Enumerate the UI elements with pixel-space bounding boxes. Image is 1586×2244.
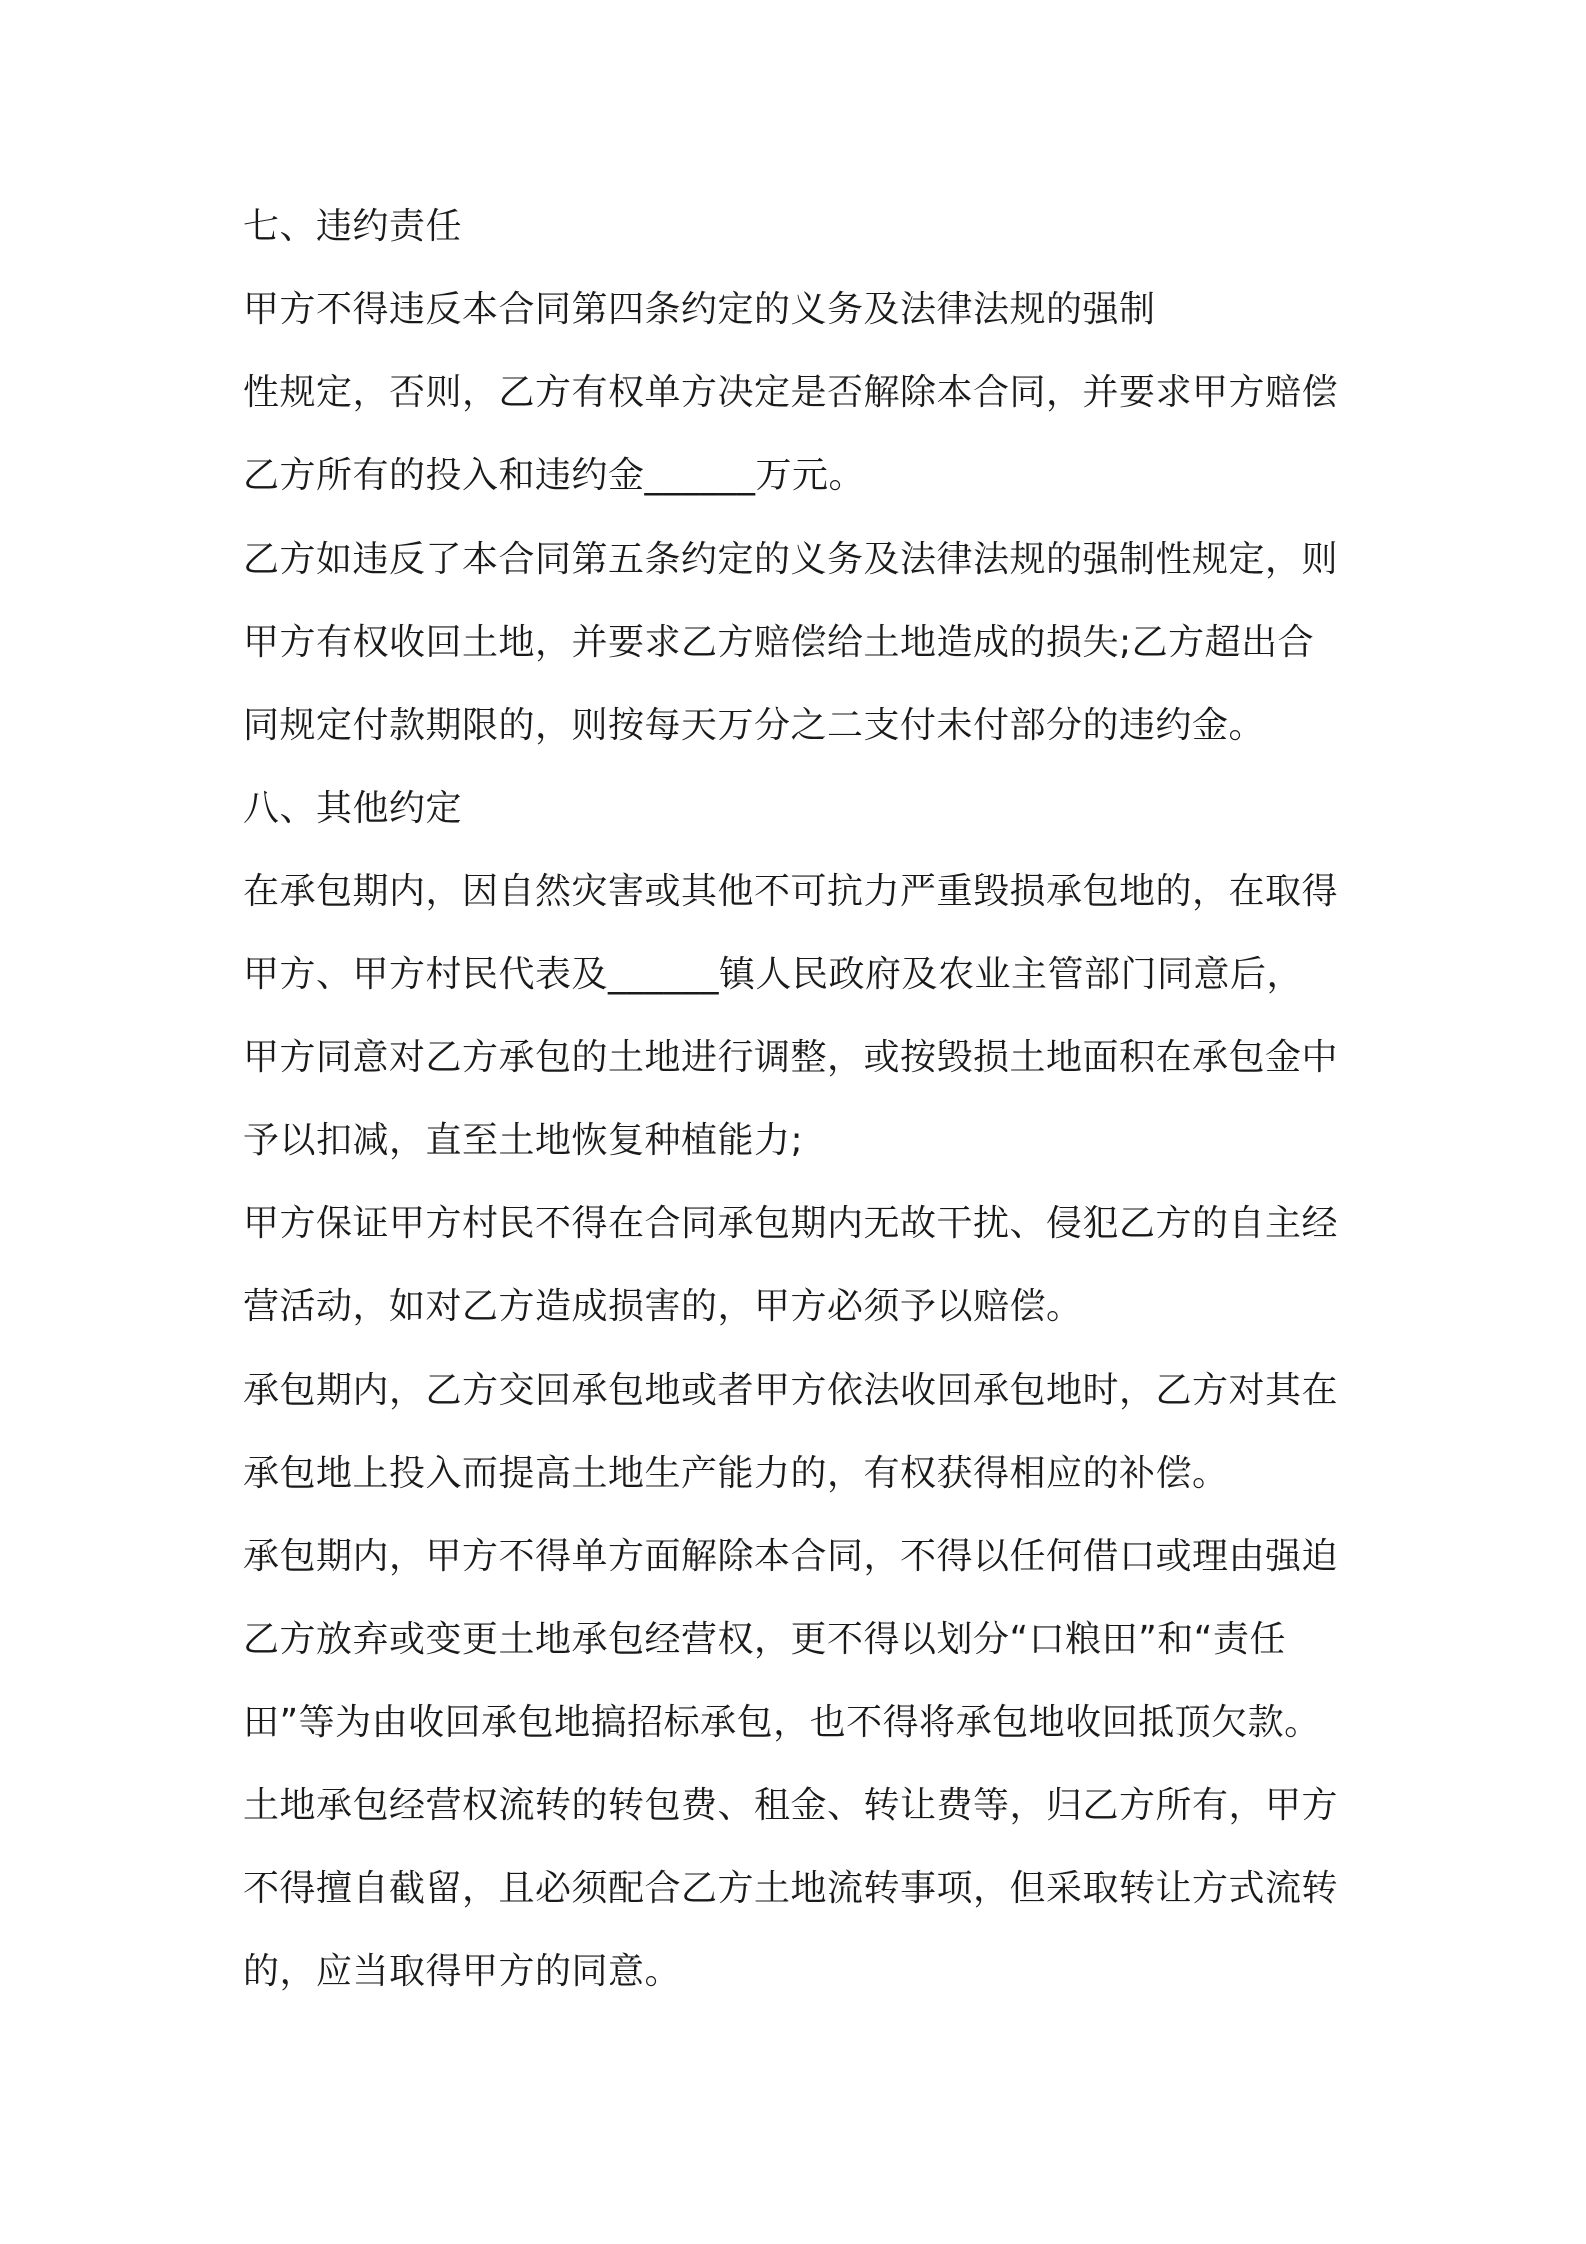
paragraph-line: 甲方、甲方村民代表及______镇人民政府及农业主管部门同意后， [243,954,1304,995]
paragraph-line: 同规定付款期限的，则按每天万分之二支付未付部分的违约金。 [243,705,1266,746]
paragraph-line: 甲方有权收回土地，并要求乙方赔偿给土地造成的损失;乙方超出合 [243,622,1315,663]
paragraph-line: 承包期内，甲方不得单方面解除本合同，不得以任何借口或理由强迫 [243,1536,1339,1577]
paragraph-line: 土地承包经营权流转的转包费、租金、转让费等，归乙方所有，甲方 [243,1785,1339,1826]
paragraph-line: 营活动，如对乙方造成损害的，甲方必须予以赔偿。 [243,1286,1083,1327]
paragraph-line: 田”等为由收回承包地搞招标承包，也不得将承包地收回抵顶欠款。 [243,1702,1321,1743]
paragraph-line: 在承包期内，因自然灾害或其他不可抗力严重毁损承包地的，在取得 [243,871,1339,912]
section-heading-other-terms: 八、其他约定 [243,788,463,829]
paragraph-line: 承包期内，乙方交回承包地或者甲方依法收回承包地时，乙方对其在 [243,1370,1339,1411]
paragraph-line: 不得擅自截留，且必须配合乙方土地流转事项，但采取转让方式流转 [243,1868,1339,1909]
paragraph-line: 乙方放弃或变更土地承包经营权，更不得以划分“口粮田”和“责任 [243,1619,1286,1660]
section-heading-breach-liability: 七、违约责任 [243,206,463,247]
paragraph-line: 甲方不得违反本合同第四条约定的义务及法律法规的强制 [243,289,1156,330]
paragraph-line: 予以扣减，直至土地恢复种植能力; [243,1120,804,1161]
paragraph-line: 乙方所有的投入和违约金______万元。 [243,455,866,496]
paragraph-line: 甲方同意对乙方承包的土地进行调整，或按毁损土地面积在承包金中 [243,1037,1339,1078]
paragraph-line: 性规定，否则，乙方有权单方决定是否解除本合同，并要求甲方赔偿 [243,372,1339,413]
paragraph-line: 甲方保证甲方村民不得在合同承包期内无故干扰、侵犯乙方的自主经 [243,1203,1339,1244]
paragraph-line: 的，应当取得甲方的同意。 [243,1951,682,1992]
paragraph-line: 乙方如违反了本合同第五条约定的义务及法律法规的强制性规定，则 [243,539,1339,580]
paragraph-line: 承包地上投入而提高土地生产能力的，有权获得相应的补偿。 [243,1453,1229,1494]
